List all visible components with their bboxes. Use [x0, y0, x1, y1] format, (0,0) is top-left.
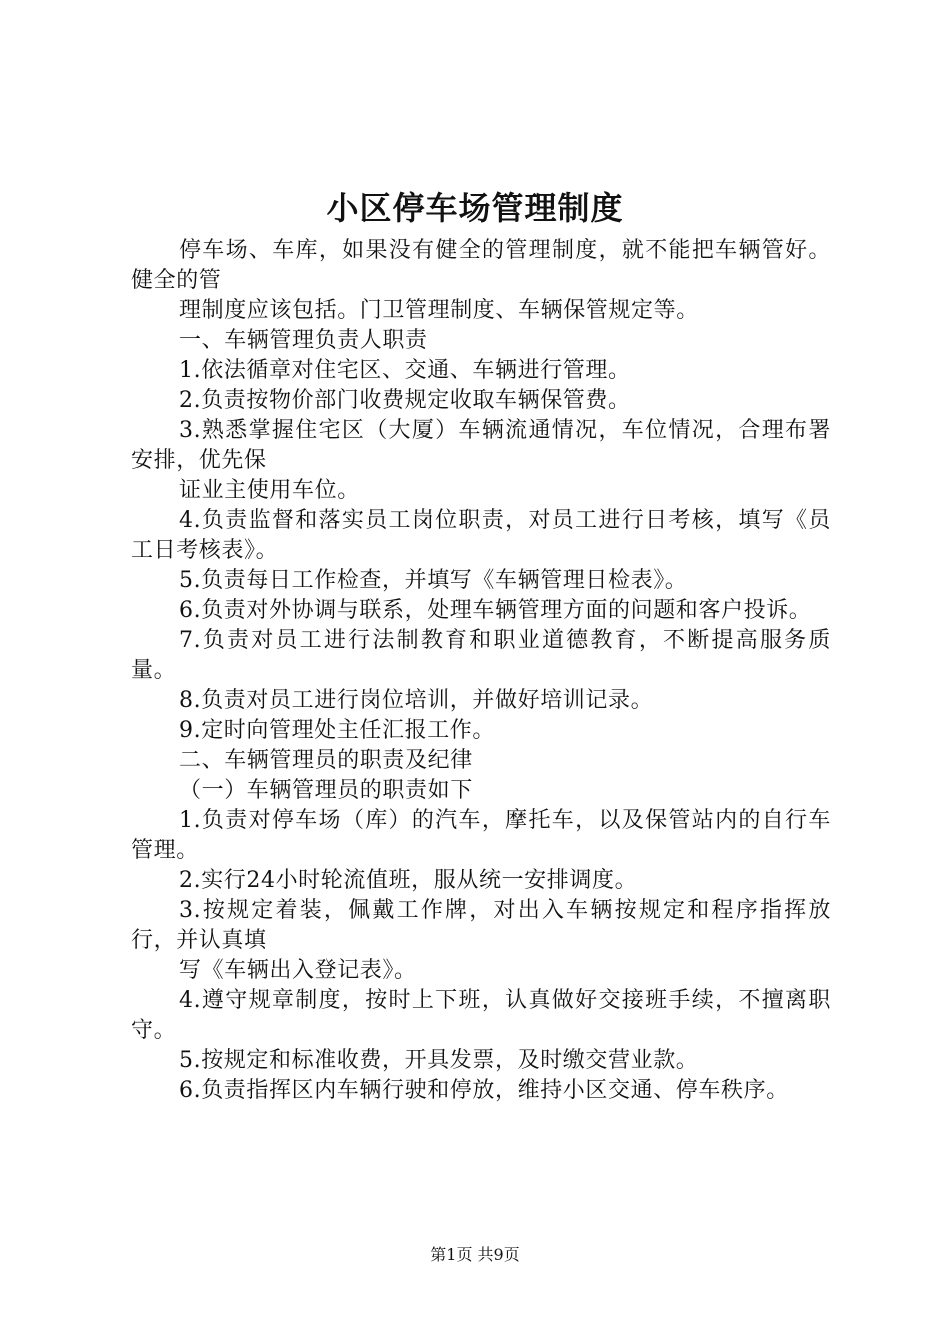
section-heading: 二、车辆管理员的职责及纪律 — [179, 748, 473, 773]
subsection-heading: （一）车辆管理员的职责如下 — [179, 778, 473, 803]
list-item: 6.负责对外协调与联系，处理车辆管理方面的问题和客户投诉。 — [179, 598, 812, 623]
list-item: 5.负责每日工作检查，并填写《车辆管理日检表》。 — [179, 568, 688, 593]
list-item: 1.依法循章对住宅区、交通、车辆进行管理。 — [179, 358, 631, 383]
list-item: 4.负责监督和落实员工岗位职责，对员工进行日考核，填写《员工日考核表》。 — [131, 508, 831, 563]
paragraph: 写《车辆出入登记表》。 — [179, 958, 417, 983]
list-item: 2.实行24小时轮流值班，服从统一安排调度。 — [179, 868, 638, 893]
list-item: 3.熟悉掌握住宅区（大厦）车辆流通情况，车位情况，合理布署安排，优先保 — [131, 418, 831, 473]
document-title: 小区停车场管理制度 — [326, 189, 624, 227]
list-item: 5.按规定和标准收费，开具发票，及时缴交营业款。 — [179, 1048, 699, 1073]
document-body — [131, 236, 831, 1106]
list-item: 6.负责指挥区内车辆行驶和停放，维持小区交通、停车秩序。 — [179, 1078, 789, 1103]
list-item: 7.负责对员工进行法制教育和职业道德教育，不断提高服务质量。 — [131, 628, 831, 683]
paragraph: 证业主使用车位。 — [179, 478, 360, 503]
section-heading: 一、车辆管理负责人职责 — [179, 328, 428, 353]
list-item: 9.定时向管理处主任汇报工作。 — [179, 718, 495, 743]
list-item: 3.按规定着装，佩戴工作牌，对出入车辆按规定和程序指挥放行，并认真填 — [131, 898, 831, 953]
list-item: 1.负责对停车场（库）的汽车，摩托车，以及保管站内的自行车管理。 — [131, 808, 831, 863]
list-item: 2.负责按物价部门收费规定收取车辆保管费。 — [179, 388, 631, 413]
list-item: 8.负责对员工进行岗位培训，并做好培训记录。 — [179, 688, 654, 713]
paragraph: 理制度应该包括。门卫管理制度、车辆保管规定等。 — [179, 298, 699, 323]
list-item: 4.遵守规章制度，按时上下班，认真做好交接班手续，不擅离职守。 — [131, 988, 831, 1043]
page-footer: 第1页 共9页 — [430, 1245, 520, 1264]
paragraph: 停车场、车库，如果没有健全的管理制度，就不能把车辆管好。健全的管 — [131, 238, 831, 293]
